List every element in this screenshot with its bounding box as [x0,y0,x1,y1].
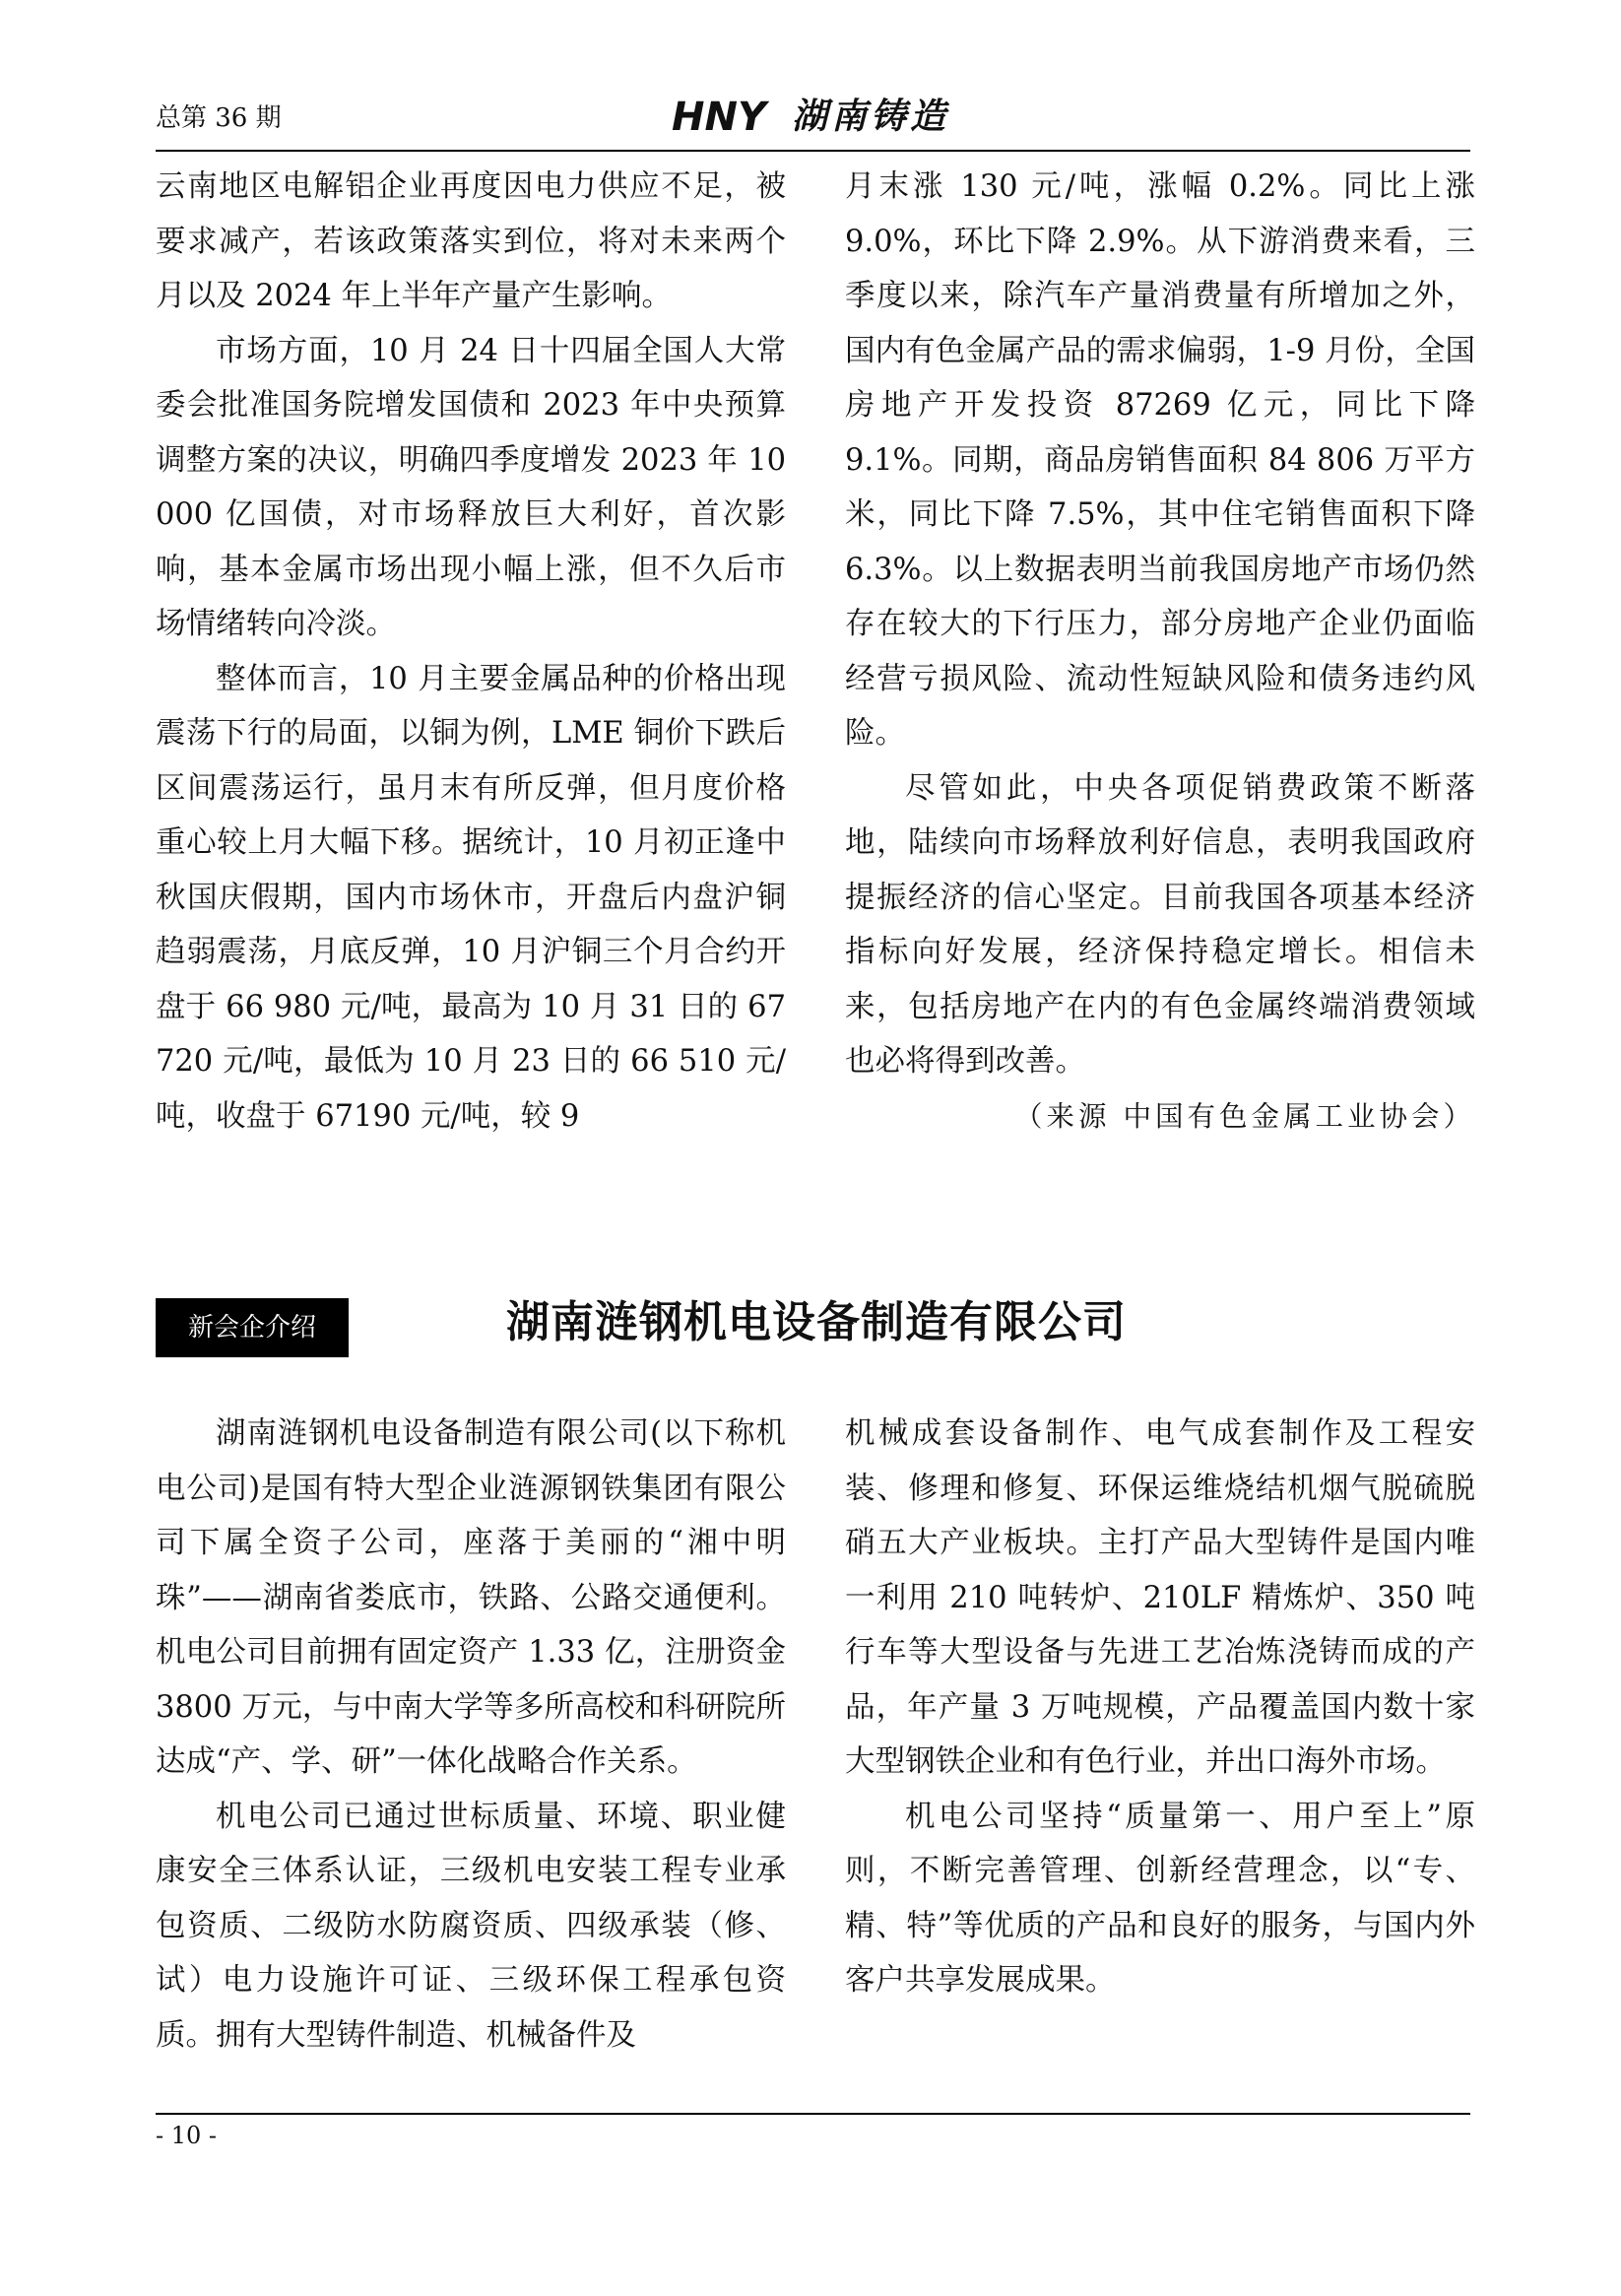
article-source: （来源 中国有色金属工业协会） [1014,1100,1476,1133]
bottom-article-left-column [156,1407,786,2063]
section-tag: 新会企介绍 [156,1298,349,1357]
paragraph: 机械成套设备制作、电气成套制作及工程安装、修理和修复、环保运维烧结机烟气脱硫脱硝五大产业板块。主打产品大型铸件是国内唯一利用 210 吨转炉、210LF 精炼炉、350 吨行车等大型设备与先进工艺冶炼浇铸而成的产品，年产量 3 万吨规模，产品覆盖国内数十家大型钢铁企业和有色行业，并出口海外市场。 [845,1416,1475,1779]
paragraph: 尽管如此，中央各项促销费政策不断落地，陆续向市场释放利好信息，表明我国政府提振经济的信心坚定。目前我国各项基本经济指标向好发展，经济保持稳定增长。相信未来，包括房地产在内的有色金属终端消费领域也必将得到改善。 [845,770,1475,1079]
paragraph: 整体而言，10 月主要金属品种的价格出现震荡下行的局面，以铜为例，LME 铜价下跌后区间震荡运行，虽月末有所反弹，但月度价格重心较上月大幅下移。据统计，10 月初正逢中秋国庆假期，国内市场休市，开盘后内盘沪铜趋弱震荡，月底反弹，10 月沪铜三个月合约开盘于 66 980 元/吨，最高为 10 月 31 日的 67 720 元/吨，最低为 10 月 23 日的 66 510 元/吨，收盘于 67190 元/吨，较 9 [156,661,786,1134]
journal-logo [672,95,957,142]
paragraph: 云南地区电解铝企业再度因电力供应不足，被要求减产，若该政策落实到位，将对未来两个月以及 2024 年上半年产量产生影响。 [156,169,786,313]
header-divider [156,150,1470,152]
top-article-left-column [156,160,786,1144]
paragraph: 机电公司已通过世标质量、环境、职业健康安全三体系认证，三级机电安装工程专业承包资质、二级防水防腐资质、四级承装（修、试）电力设施许可证、三级环保工程承包资质。拥有大型铸件制造、机械备件及 [156,1799,786,2053]
paragraph: 月末涨 130 元/吨，涨幅 0.2%。同比上涨 9.0%，环比下降 2.9%。从下游消费来看，三季度以来，除汽车产量消费量有所增加之外，国内有色金属产品的需求偏弱，1-9 月份，全国房地产开发投资 87269 亿元，同比下降 9.1%。同期，商品房销售面积 84 806 万平方米，同比下降 7.5%，其中住宅销售面积下降 6.3%。以上数据表明当前我国房地产市场仍然存在较大的下行压力，部分房地产企业仍面临经营亏损风险、流动性短缺风险和债务违约风险。 [845,169,1475,751]
paragraph: 市场方面，10 月 24 日十四届全国人大常委会批准国务院增发国债和 2023 年中央预算调整方案的决议，明确四季度增发 2023 年 10 000 亿国债，对市场释放巨大利好，首次影响，基本金属市场出现小幅上涨，但不久后市场情绪转向冷淡。 [156,333,786,641]
page-number: - 10 - [156,2122,218,2149]
journal-name: 湖南铸造 [792,97,950,137]
header-issue: 总第 36 期 [156,103,282,133]
footer-divider [156,2113,1470,2115]
logo-mark-text: HNY [672,97,766,136]
top-article-right-column [845,160,1475,1089]
paragraph: 机电公司坚持“质量第一、用户至上”原则，不断完善管理、创新经营理念，以“专、精、特”等优质的产品和良好的服务，与国内外客户共享发展成果。 [845,1799,1475,1998]
hny-logo-icon [672,97,782,136]
bottom-article-right-column [845,1407,1475,2008]
paragraph: 湖南涟钢机电设备制造有限公司(以下称机电公司)是国有特大型企业涟源钢铁集团有限公司下属全资子公司，座落于美丽的“湘中明珠”——湖南省娄底市，铁路、公路交通便利。机电公司目前拥有固定资产 1.33 亿，注册资金 3800 万元，与中南大学等多所高校和科研院所达成“产、学、研”一体化战略合作关系。 [156,1416,786,1779]
article-title: 湖南涟钢机电设备制造有限公司 [506,1297,1127,1347]
